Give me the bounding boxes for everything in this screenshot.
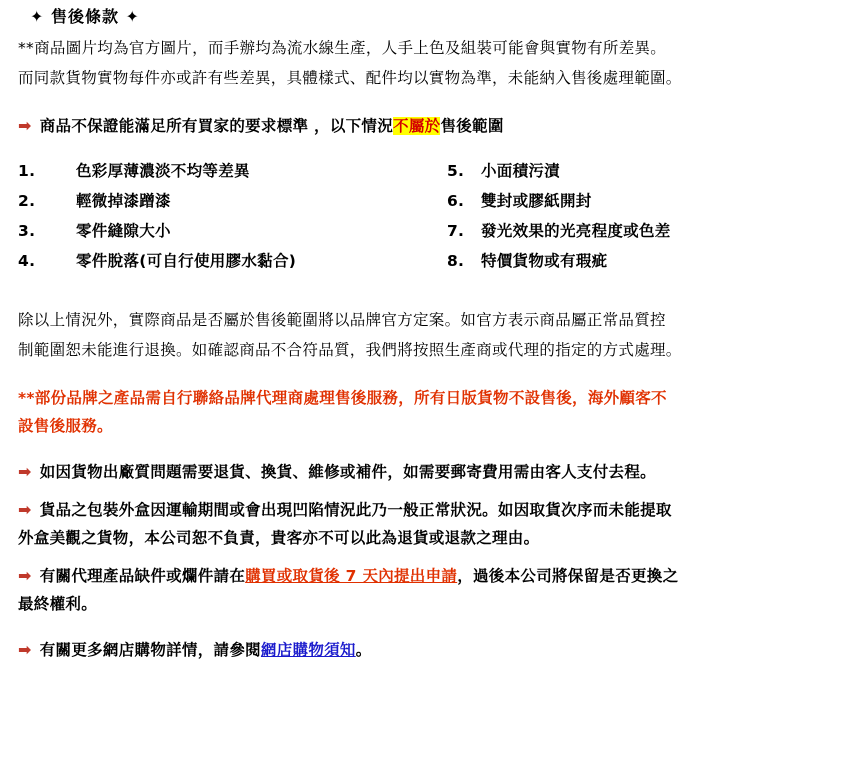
list-item-label: 零件縫隙大小: [76, 222, 171, 240]
list-item: [18, 216, 447, 246]
list-item: [447, 216, 846, 246]
list-item-number: 1.: [18, 162, 36, 180]
list-item: [18, 246, 447, 276]
list-item-label: 輕微掉漆蹭漆: [76, 192, 171, 210]
claim-item: [18, 562, 846, 590]
agent-notice-line-2: 設售後服務。: [18, 417, 113, 435]
spacer: [18, 552, 846, 562]
notice-text-after: 售後範圍: [440, 117, 504, 135]
spacer: [18, 440, 846, 458]
arrow-icon: ➡: [18, 566, 32, 585]
claim-text-before: 有關代理產品缺件或爛件請在: [39, 567, 246, 585]
exclusions-list: [18, 156, 846, 276]
arrow-icon: ➡: [18, 500, 32, 519]
arrow-icon: ➡: [18, 116, 32, 135]
claim-text-after: ，過後本公司將保留是否更換之: [457, 567, 679, 585]
list-item-label: 小面積污漬: [480, 162, 560, 180]
list-item-label: 發光效果的光亮程度或色差: [480, 222, 671, 240]
arrow-icon: ➡: [18, 640, 32, 659]
list-item: [447, 186, 846, 216]
shipping-fee-item: [18, 458, 846, 486]
arrow-icon: ➡: [18, 462, 32, 481]
claim-text-line-2: 最終權利。: [18, 595, 98, 613]
policy-line-1: 除以上情況外，實際商品是否屬於售後範圍將以品牌官方定案。如官方表示商品屬正常品質控: [18, 311, 666, 329]
claim-emphasis: 購買或取貨後 7 天內提出申請: [245, 567, 458, 585]
more-info-text-before: 有關更多網店購物詳情，請參閱: [39, 641, 261, 659]
list-item: [18, 186, 447, 216]
intro-line-2: 而同款貨物實物每件亦或許有些差異，具體樣式、配件均以實物為準，未能納入售後處理範圍。: [18, 69, 682, 87]
intro-line-1: **商品圖片均為官方圖片，而手辦均為流水線生產，人手上色及組裝可能會與實物有所差異。: [18, 39, 667, 57]
spacer: [18, 94, 846, 112]
packaging-text-line-2: 外盒美觀之貨物，本公司恕不負責，貴客亦不可以此為退貨或退款之理由。: [18, 529, 540, 547]
list-item-number: 3.: [18, 222, 36, 240]
list-item-label: 零件脫落(可自行使用膠水黏合): [76, 252, 297, 270]
list-item-number: 5.: [446, 162, 465, 180]
spacer: [18, 366, 846, 384]
packaging-text-line-1: 貨品之包裝外盒因運輸期間或會出現凹陷情況此乃一般正常狀況。如因取貨次序而未能提取: [39, 501, 672, 519]
shipping-fee-text: 如因貨物出廠質問題需要退貨、換貨、維修或補件，如需要郵寄費用需由客人支付去程。: [39, 463, 656, 481]
notice-text-before: 商品不保證能滿足所有買家的要求標準 ，以下情況: [39, 117, 394, 135]
spacer: [18, 280, 846, 306]
list-item-number: 8.: [446, 252, 465, 270]
agent-notice-line-1: **部份品牌之產品需自行聯絡品牌代理商處理售後服務，所有日版貨物不設售後，海外顧客不: [18, 389, 667, 407]
spacer: [18, 486, 846, 496]
list-item: [447, 246, 846, 276]
more-info-item: [18, 636, 846, 664]
notice-highlight: 不屬於: [393, 117, 441, 135]
list-item: [447, 156, 846, 186]
shopping-guide-link[interactable]: 網店購物須知: [260, 641, 356, 659]
exclusions-column-right: [447, 156, 846, 276]
page-title: ✦ 售後條款 ✦: [30, 7, 140, 26]
more-info-text-after: 。: [355, 641, 372, 659]
not-covered-notice: [18, 112, 846, 140]
packaging-item: [18, 496, 846, 524]
list-item-label: 特價貨物或有瑕疵: [480, 252, 608, 270]
spacer: [18, 618, 846, 636]
list-item-label: 雙封或膠紙開封: [480, 192, 592, 210]
exclusions-column-left: [18, 156, 447, 276]
list-item-number: 2.: [18, 192, 36, 210]
list-item-number: 6.: [446, 192, 465, 210]
policy-line-2: 制範圍恕未能進行退換。如確認商品不合符品質，我們將按照生產商或代理的指定的方式處理。: [18, 341, 682, 359]
list-item-label: 色彩厚薄濃淡不均等差異: [76, 162, 250, 180]
list-item-number: 4.: [18, 252, 36, 270]
list-item: [18, 156, 447, 186]
list-item-number: 7.: [446, 222, 465, 240]
